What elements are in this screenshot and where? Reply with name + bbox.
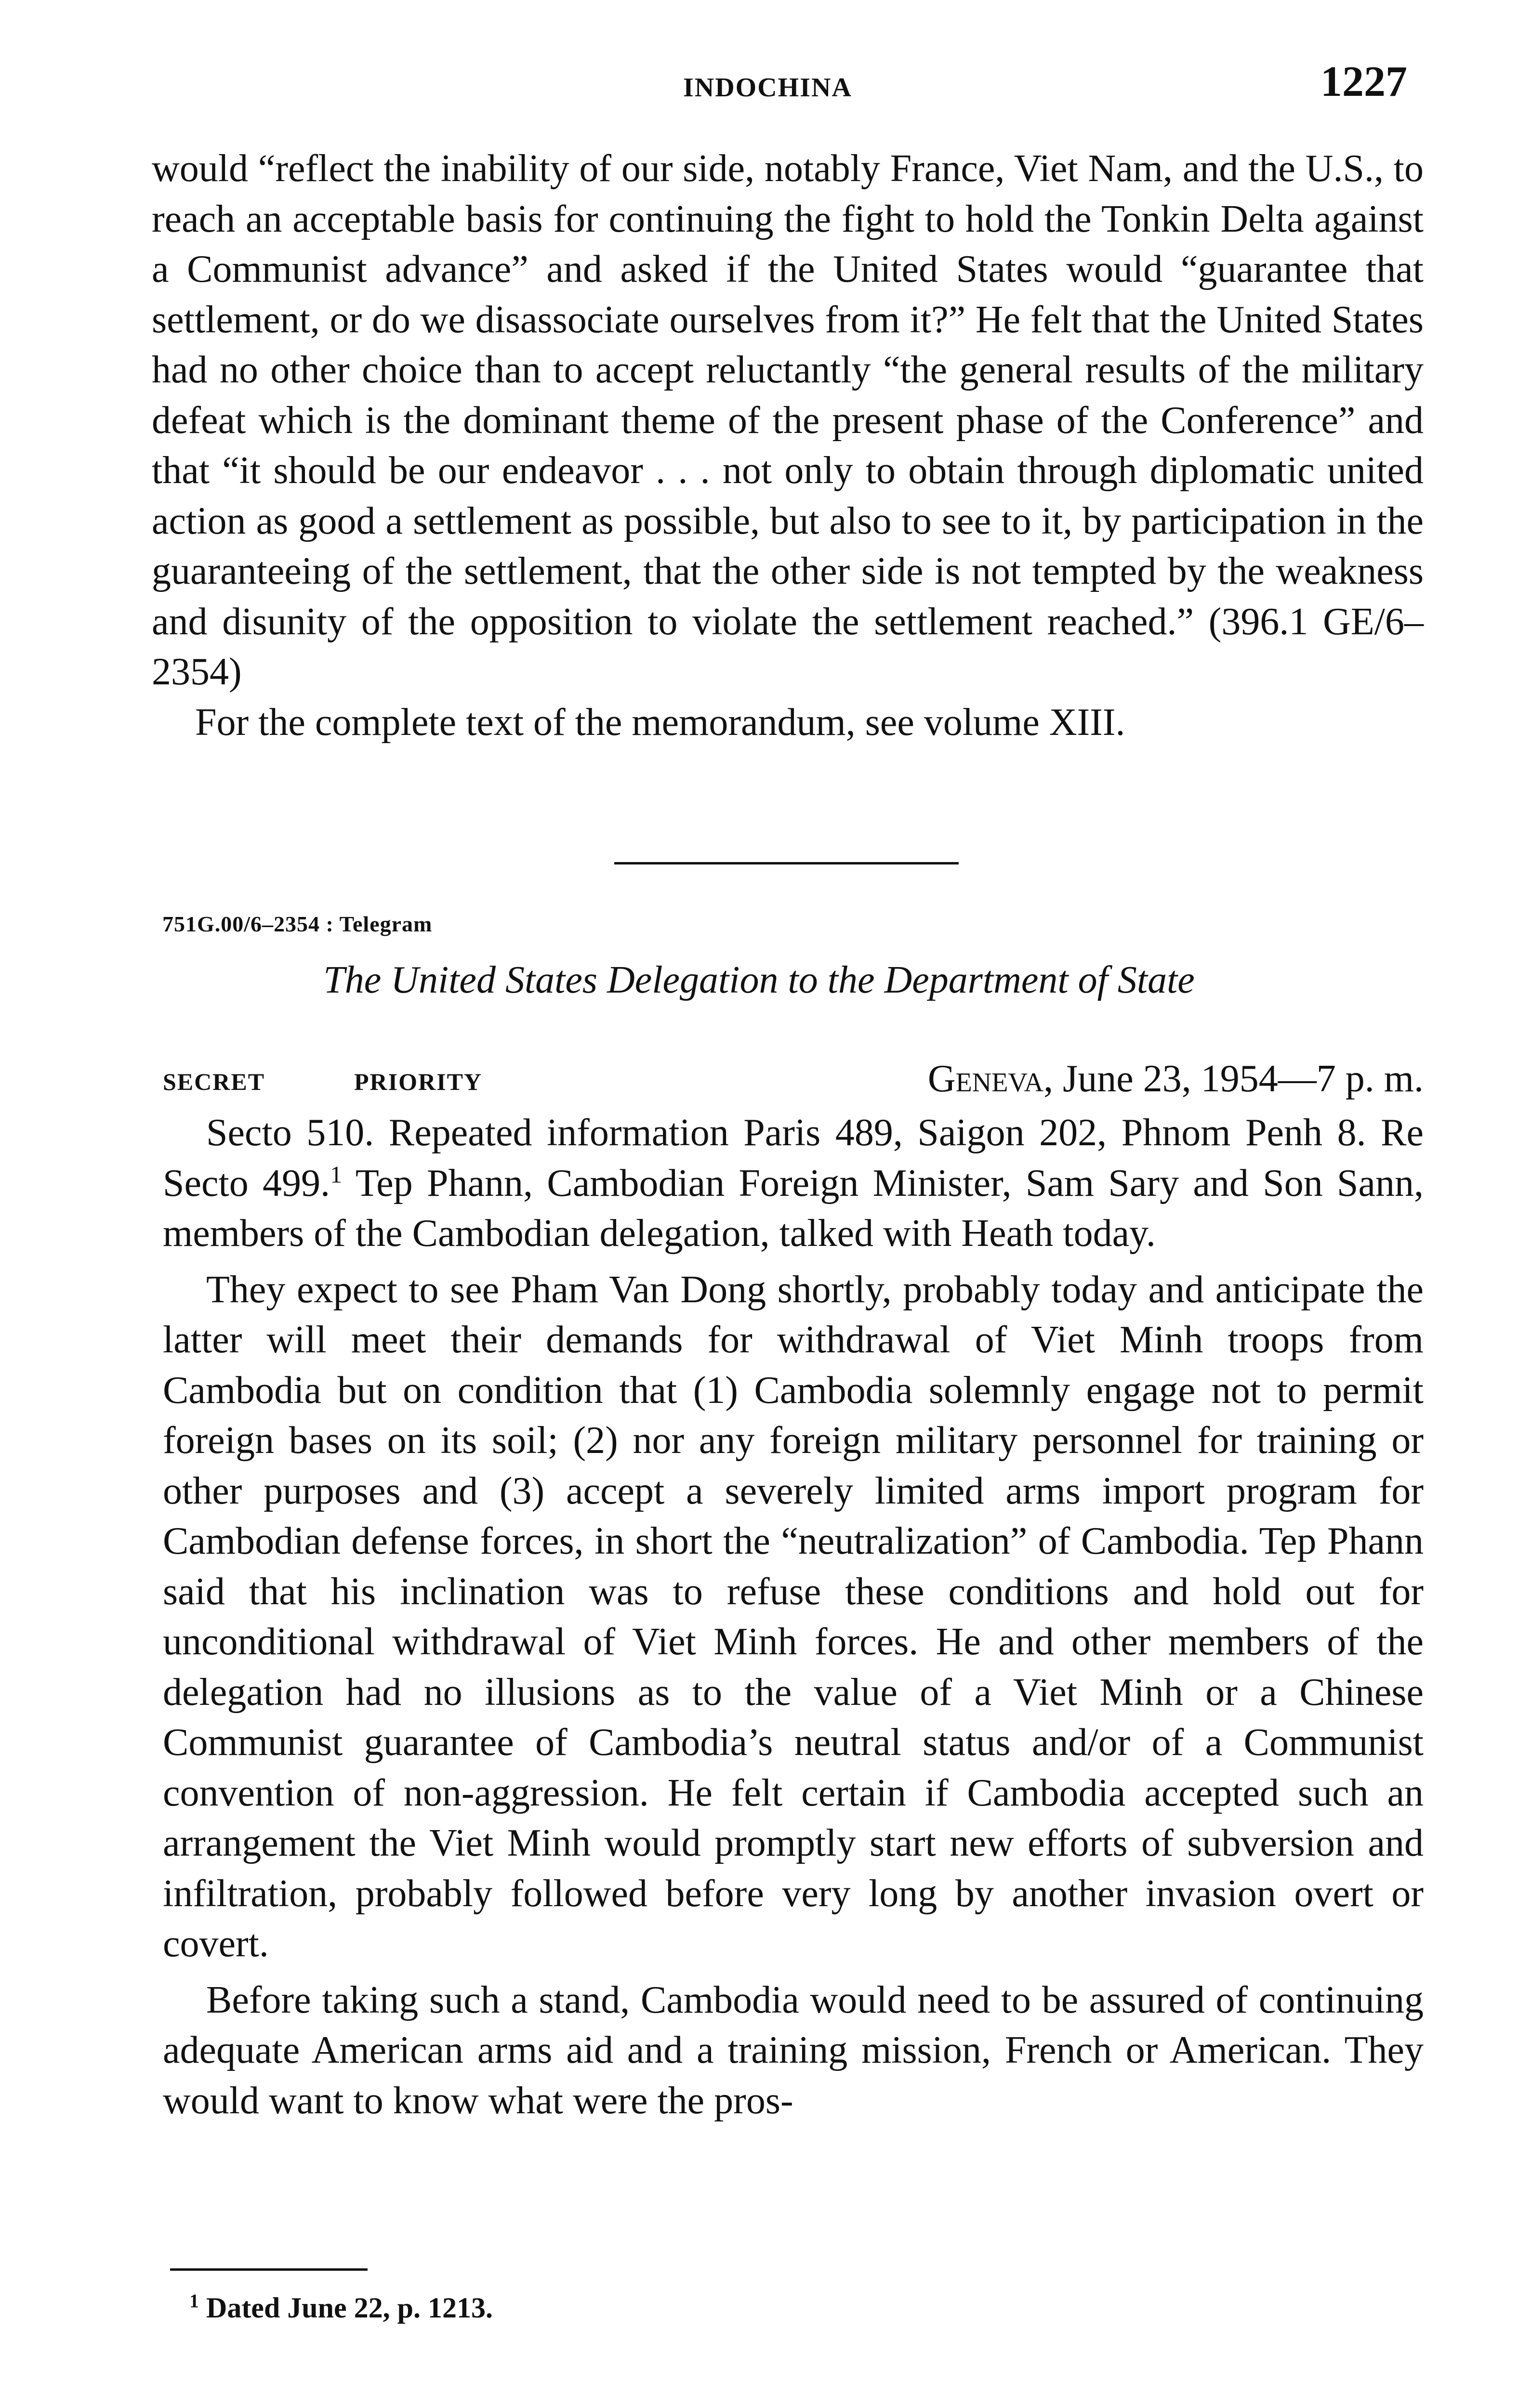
- document-title: The United States Delegation to the Department of State: [323, 959, 1195, 1001]
- telegram-body: [163, 1108, 1424, 2132]
- section-divider: [614, 862, 959, 864]
- footnote-text: Dated June 22, p. 1213.: [199, 2292, 493, 2324]
- footnote: [189, 2291, 493, 2325]
- dateline-place: Geneva: [927, 1058, 1044, 1100]
- telegram-paragraph-3: Before taking such a stand, Cambodia would need to be assured of continuing adequate American arms aid and a training mission, French or American. They would want to know what were the pros-: [163, 1978, 1424, 2122]
- file-reference: 751G.00/6–2354 : Telegram: [162, 912, 433, 936]
- classification-label: SECRET: [163, 1068, 265, 1095]
- footnote-divider: [170, 2268, 368, 2271]
- footnote-mark: 1: [189, 2290, 199, 2312]
- running-head: INDOCHINA: [683, 73, 852, 103]
- paragraph-1-text: Secto 510. Repeated information Paris 489, Saigon 202, Phnom Penh 8. Re Secto 499.: [163, 1112, 1424, 1204]
- page-number: 1227: [1320, 58, 1407, 105]
- priority-label: PRIORITY: [354, 1068, 483, 1095]
- telegram-paragraph-2: They expect to see Pham Van Dong shortly, probably today and anticipate the latter will meet their demands for withdrawal of Viet Minh troops from Cambodia but on condition that (1) Cambodia solemnly engage not to permit foreign bases on its soil; (2) nor any foreign military personnel for training or other purposes and (3) accept a severely limited arms import program for Cambodian defense forces, in short the “neutralization” of Cambodia. Tep Phann said that his inclination was to refuse these conditions and hold out for unconditional withdrawal of Viet Minh forces. He and other members of the delegation had no illusions as to the value of a Viet Minh or a Chinese Communist guarantee of Cambodia’s neutral status and/or of a Communist convention of non-aggression. He felt certain if Cambodia accepted such an arrangement the Viet Minh would promptly start new efforts of subversion and infiltration, probably followed before very long by another invasion overt or covert.: [163, 1268, 1424, 1965]
- dateline-date: , June 23, 1954—7 p. m.: [1043, 1058, 1424, 1100]
- paragraph-1-continued: Tep Phann, Cambodian Foreign Minister, Sam Sary and Son Sann, members of the Cambodian delegation, talked with Heath today.: [163, 1162, 1424, 1255]
- dateline: [928, 1057, 1424, 1101]
- telegram-paragraph-1: [163, 1108, 1424, 1259]
- preface-paragraph: would “reflect the inability of our side, notably France, Viet Nam, and the U.S., to reach an acceptable basis for continuing the fight to hold the Tonkin Delta against a Communist advance” and asked if the United States would “guarantee that settlement, or do we disassociate ourselves from it?” He felt that the United States had no other choice than to accept reluctantly “the general results of the military defeat which is the dominant theme of the present phase of the Conference” and that “it should be our endeavor . . . not only to obtain through diplomatic united action as good a settlement as possible, but also to see to it, by participation in the guaranteeing of the settlement, that the other side is not tempted by the weakness and disunity of the opposition to violate the settlement reached.” (396.1 GE/6–2354): [152, 147, 1424, 693]
- footnote-reference: 1: [330, 1160, 343, 1188]
- preface-note: For the complete text of the memorandum, see volume XIII.: [195, 701, 1125, 744]
- preface-section: [152, 144, 1424, 747]
- telegram-header: [163, 1057, 1424, 1105]
